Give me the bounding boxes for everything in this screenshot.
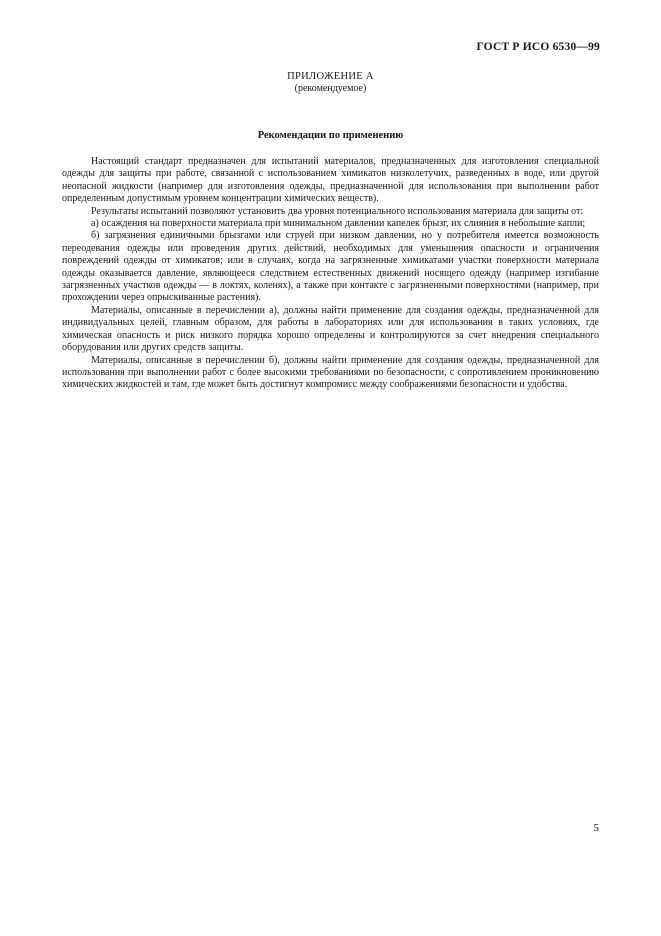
list-item: б) загрязнения единичными брызгами или струей при низком давлении, но у потребителя имеется возможность переодевания одежды или проведения других действий, необходимых для уменьшения опасности и ограничения повреждений одежды от химикатов; или в случаях, когда на загрязненные химикатами участки поверхности материала одежды оказывается давление, являющееся следствием естественных движений носящего одежду (например изгибание загрязненных участков одежды — в локтях, коленях), а также при контакте с загрязненными поверхностями (например, при прохождении через опрыскиванные растения).	[62, 230, 599, 304]
paragraph: Результаты испытаний позволяют установить два уровня потенциального использования материала для защиты от:	[91, 205, 584, 217]
appendix-title: ПРИЛОЖЕНИЕ А	[287, 71, 374, 82]
paragraph: Настоящий стандарт предназначен для испытаний материалов, предназначенных для изготовления специальной одежды для защиты при работе, связанной с использованием химикатов низколетучих, разведенных в воде, или другой неопасной жидкости (например для изготовления одежды, предназначенной для использования при выполнении работ определенным допустимым уровнем концентрации химических веществ).	[62, 156, 599, 205]
appendix-subtitle: (рекомендуемое)	[294, 83, 367, 94]
list-item: а) осаждения на поверхности материала при минимальном давлении капелек брызг, их слияния в небольшие капли;	[91, 218, 586, 230]
body-text	[62, 156, 599, 392]
paragraph: Материалы, описанные в перечислении б), должны найти применение для создания одежды, предназначенной для использования при выполнении работ с более высокими требованиями по безопасности, с сопротивлением проникновению химических жидкостей и там, где может быть достигнут компромисс между соображениями безопасности и удобства.	[62, 354, 599, 391]
standard-code: ГОСТ Р ИСО 6530—99	[476, 41, 600, 53]
appendix-heading	[0, 71, 661, 95]
page-number: 5	[593, 822, 599, 834]
paragraph: Материалы, описанные в перечислении а), должны найти применение для создания одежды, предназначенной для индивидуальных целей, главным образом, для работы в лабораториях или для использования в таких условиях, где химическая опасность и риск низкого порядка хорошо определены и контролируются за счет внедрения специального оборудования или других средств защиты.	[62, 304, 599, 354]
section-heading: Рекомендации по применению	[257, 130, 404, 141]
